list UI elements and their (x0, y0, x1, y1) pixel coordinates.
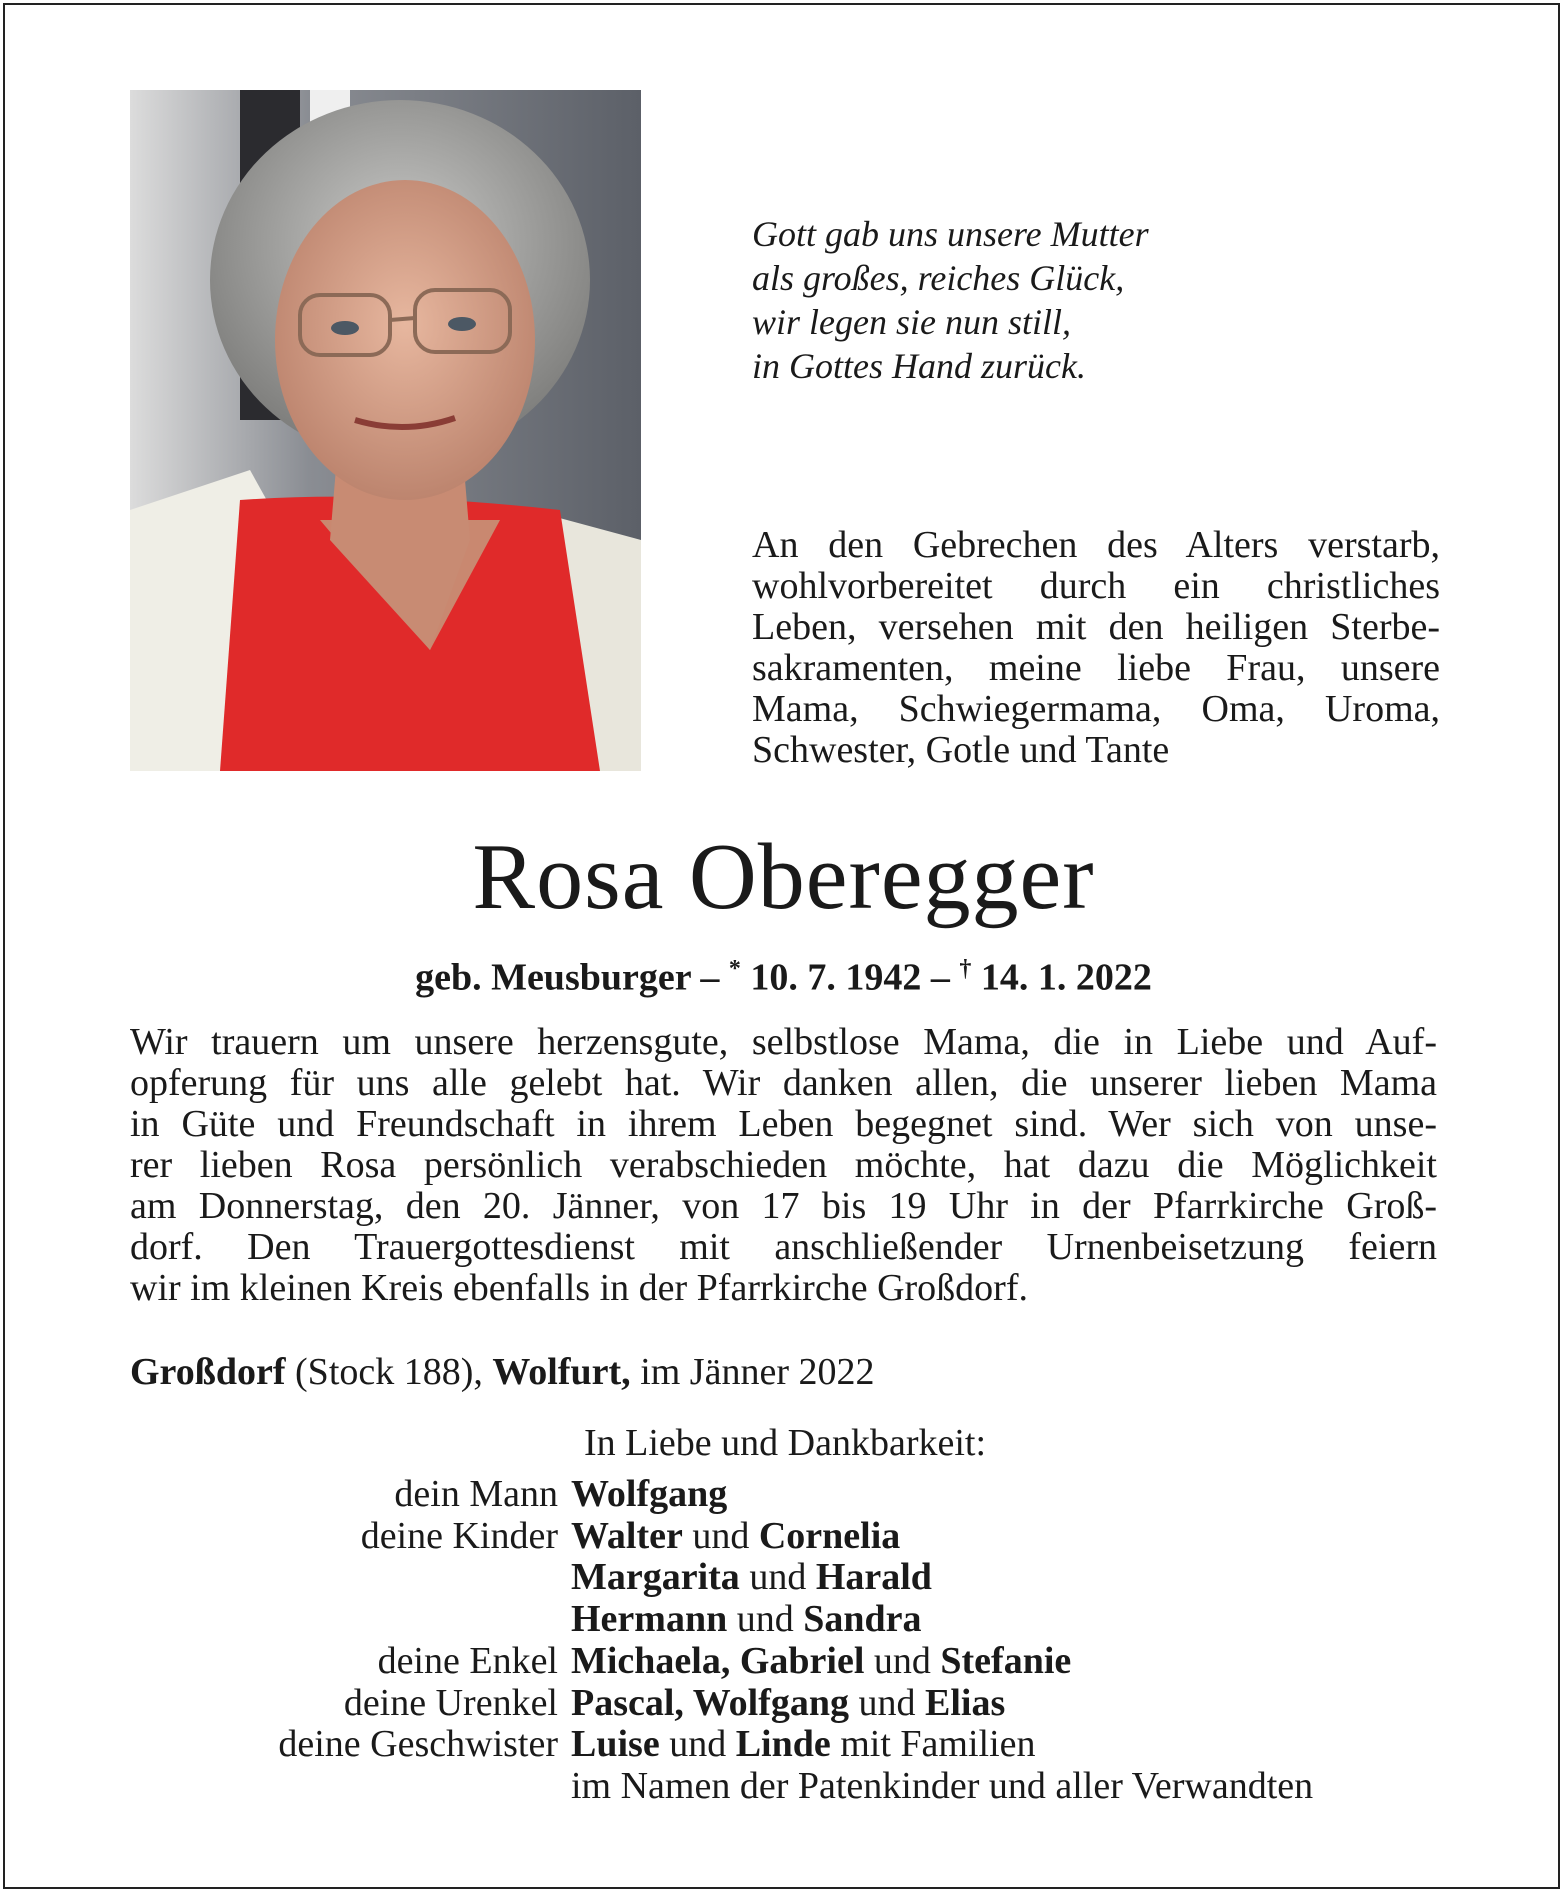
deceased-name: Rosa Oberegger (472, 825, 1095, 929)
intro-line: Mama, Schwiegermama, Oma, Uroma, (752, 688, 1440, 730)
birth-symbol: * (728, 956, 741, 982)
mourner-connector: und (682, 1514, 759, 1557)
place-date-line (130, 1350, 1430, 1394)
mourner-role: deine Kinder (360, 1514, 558, 1557)
intro-paragraph (752, 525, 1440, 771)
town-2: Wolfurt, (492, 1351, 631, 1393)
mourner-role: deine Urenkel (343, 1681, 558, 1724)
mourner-names (571, 1474, 1450, 1516)
mourner-names (571, 1683, 1450, 1725)
portrait-illustration (130, 90, 641, 771)
poem-line: wir legen sie nun still, (752, 302, 1071, 342)
mourner-names (571, 1724, 1450, 1766)
birth-death-line (0, 946, 1567, 1001)
mourner-name: Wolfgang (571, 1473, 728, 1515)
body-line: opferung für uns alle gelebt hat. Wir danken allen, die unserer lieben Mama (130, 1062, 1437, 1104)
intro-line: sakramenten, meine liebe Frau, unsere (752, 647, 1440, 689)
mourner-name: Pascal, Wolfgang (571, 1681, 849, 1724)
mourner-role (130, 1766, 571, 1808)
mourner-row (130, 1766, 1450, 1808)
mourner-connector: mit Familien (830, 1723, 1036, 1766)
poem-line: in Gottes Hand zurück. (752, 346, 1086, 386)
town-1: Großdorf (130, 1351, 286, 1393)
poem-line: Gott gab uns unsere Mutter (752, 214, 1149, 254)
mourner-role: dein Mann (394, 1473, 558, 1515)
separator: – (690, 956, 729, 999)
mourner-role (130, 1557, 571, 1599)
mourner-connector: und (849, 1681, 925, 1724)
mourner-names (571, 1516, 1450, 1558)
mourner-names (571, 1557, 1450, 1599)
intro-line: Schwester, Gotle und Tante (752, 729, 1170, 771)
intro-line: wohlvorbereitet durch ein christliches (752, 565, 1440, 607)
mourners-intro: In Liebe und Dankbarkeit: (584, 1422, 987, 1464)
mourner-role: deine Geschwister (278, 1723, 558, 1766)
body-line: in Güte und Freundschaft in ihrem Leben begegnet sind. Wer sich von unse- (130, 1103, 1437, 1145)
intro-line: An den Gebrechen des Alters verstarb, (752, 524, 1440, 566)
intro-line: Leben, versehen mit den heiligen Sterbe- (752, 606, 1440, 648)
mourner-role (130, 1599, 571, 1641)
mourner-row (130, 1516, 1450, 1558)
mourner-name: Stefanie (940, 1639, 1072, 1682)
body-line: am Donnerstag, den 20. Jänner, von 17 bis 19 Uhr in der Pfarrkirche Groß- (130, 1185, 1437, 1227)
mourner-names (571, 1641, 1450, 1683)
mourner-name: Walter (571, 1514, 683, 1557)
month-year: im Jänner 2022 (630, 1351, 875, 1393)
mourner-row (130, 1474, 1450, 1516)
death-symbol: † (959, 956, 972, 982)
mourner-name: Hermann (571, 1598, 728, 1641)
mourner-connector: und (659, 1723, 736, 1766)
portrait-photo (130, 90, 641, 771)
body-line: rer lieben Rosa persönlich verabschieden möchte, hat dazu die Möglichkeit (130, 1144, 1437, 1186)
mourner-row (130, 1683, 1450, 1725)
mourner-row (130, 1557, 1450, 1599)
poem (752, 212, 1452, 388)
death-date: 14. 1. 2022 (971, 956, 1152, 999)
mourner-names (571, 1766, 1450, 1808)
mourner-row (130, 1724, 1450, 1766)
mourner-name: Cornelia (758, 1514, 901, 1557)
address: (Stock 188), (285, 1351, 493, 1393)
mourners-list (130, 1474, 1450, 1808)
body-line: Wir trauern um unsere herzensgute, selbstlose Mama, die in Liebe und Auf- (130, 1021, 1437, 1063)
mourner-name: Michaela, Gabriel (571, 1639, 865, 1682)
separator: – (921, 956, 960, 999)
mourner-connector: im Namen der Patenkinder und aller Verwandten (571, 1764, 1314, 1807)
body-line: dorf. Den Trauergottesdienst mit anschließender Urnenbeisetzung feiern (130, 1226, 1437, 1268)
mourner-connector: und (864, 1639, 941, 1682)
mourner-name: Linde (735, 1723, 831, 1766)
mourner-name: Elias (925, 1681, 1006, 1724)
mourner-row (130, 1599, 1450, 1641)
mourner-connector: und (739, 1556, 816, 1599)
mourner-connector: und (727, 1598, 804, 1641)
mourner-role: deine Enkel (377, 1639, 558, 1682)
mourner-name: Sandra (803, 1598, 922, 1641)
mourner-name: Luise (571, 1723, 660, 1766)
mourner-name: Margarita (571, 1556, 740, 1599)
body-paragraph (130, 1022, 1437, 1309)
mourner-name: Harald (815, 1556, 932, 1599)
birth-date: 10. 7. 1942 (740, 956, 922, 999)
mourner-row (130, 1641, 1450, 1683)
mourner-names (571, 1599, 1450, 1641)
body-line: wir im kleinen Kreis ebenfalls in der Pfarrkirche Großdorf. (130, 1267, 1028, 1309)
birth-name: geb. Meusburger (415, 956, 691, 999)
poem-line: als großes, reiches Glück, (752, 258, 1125, 298)
